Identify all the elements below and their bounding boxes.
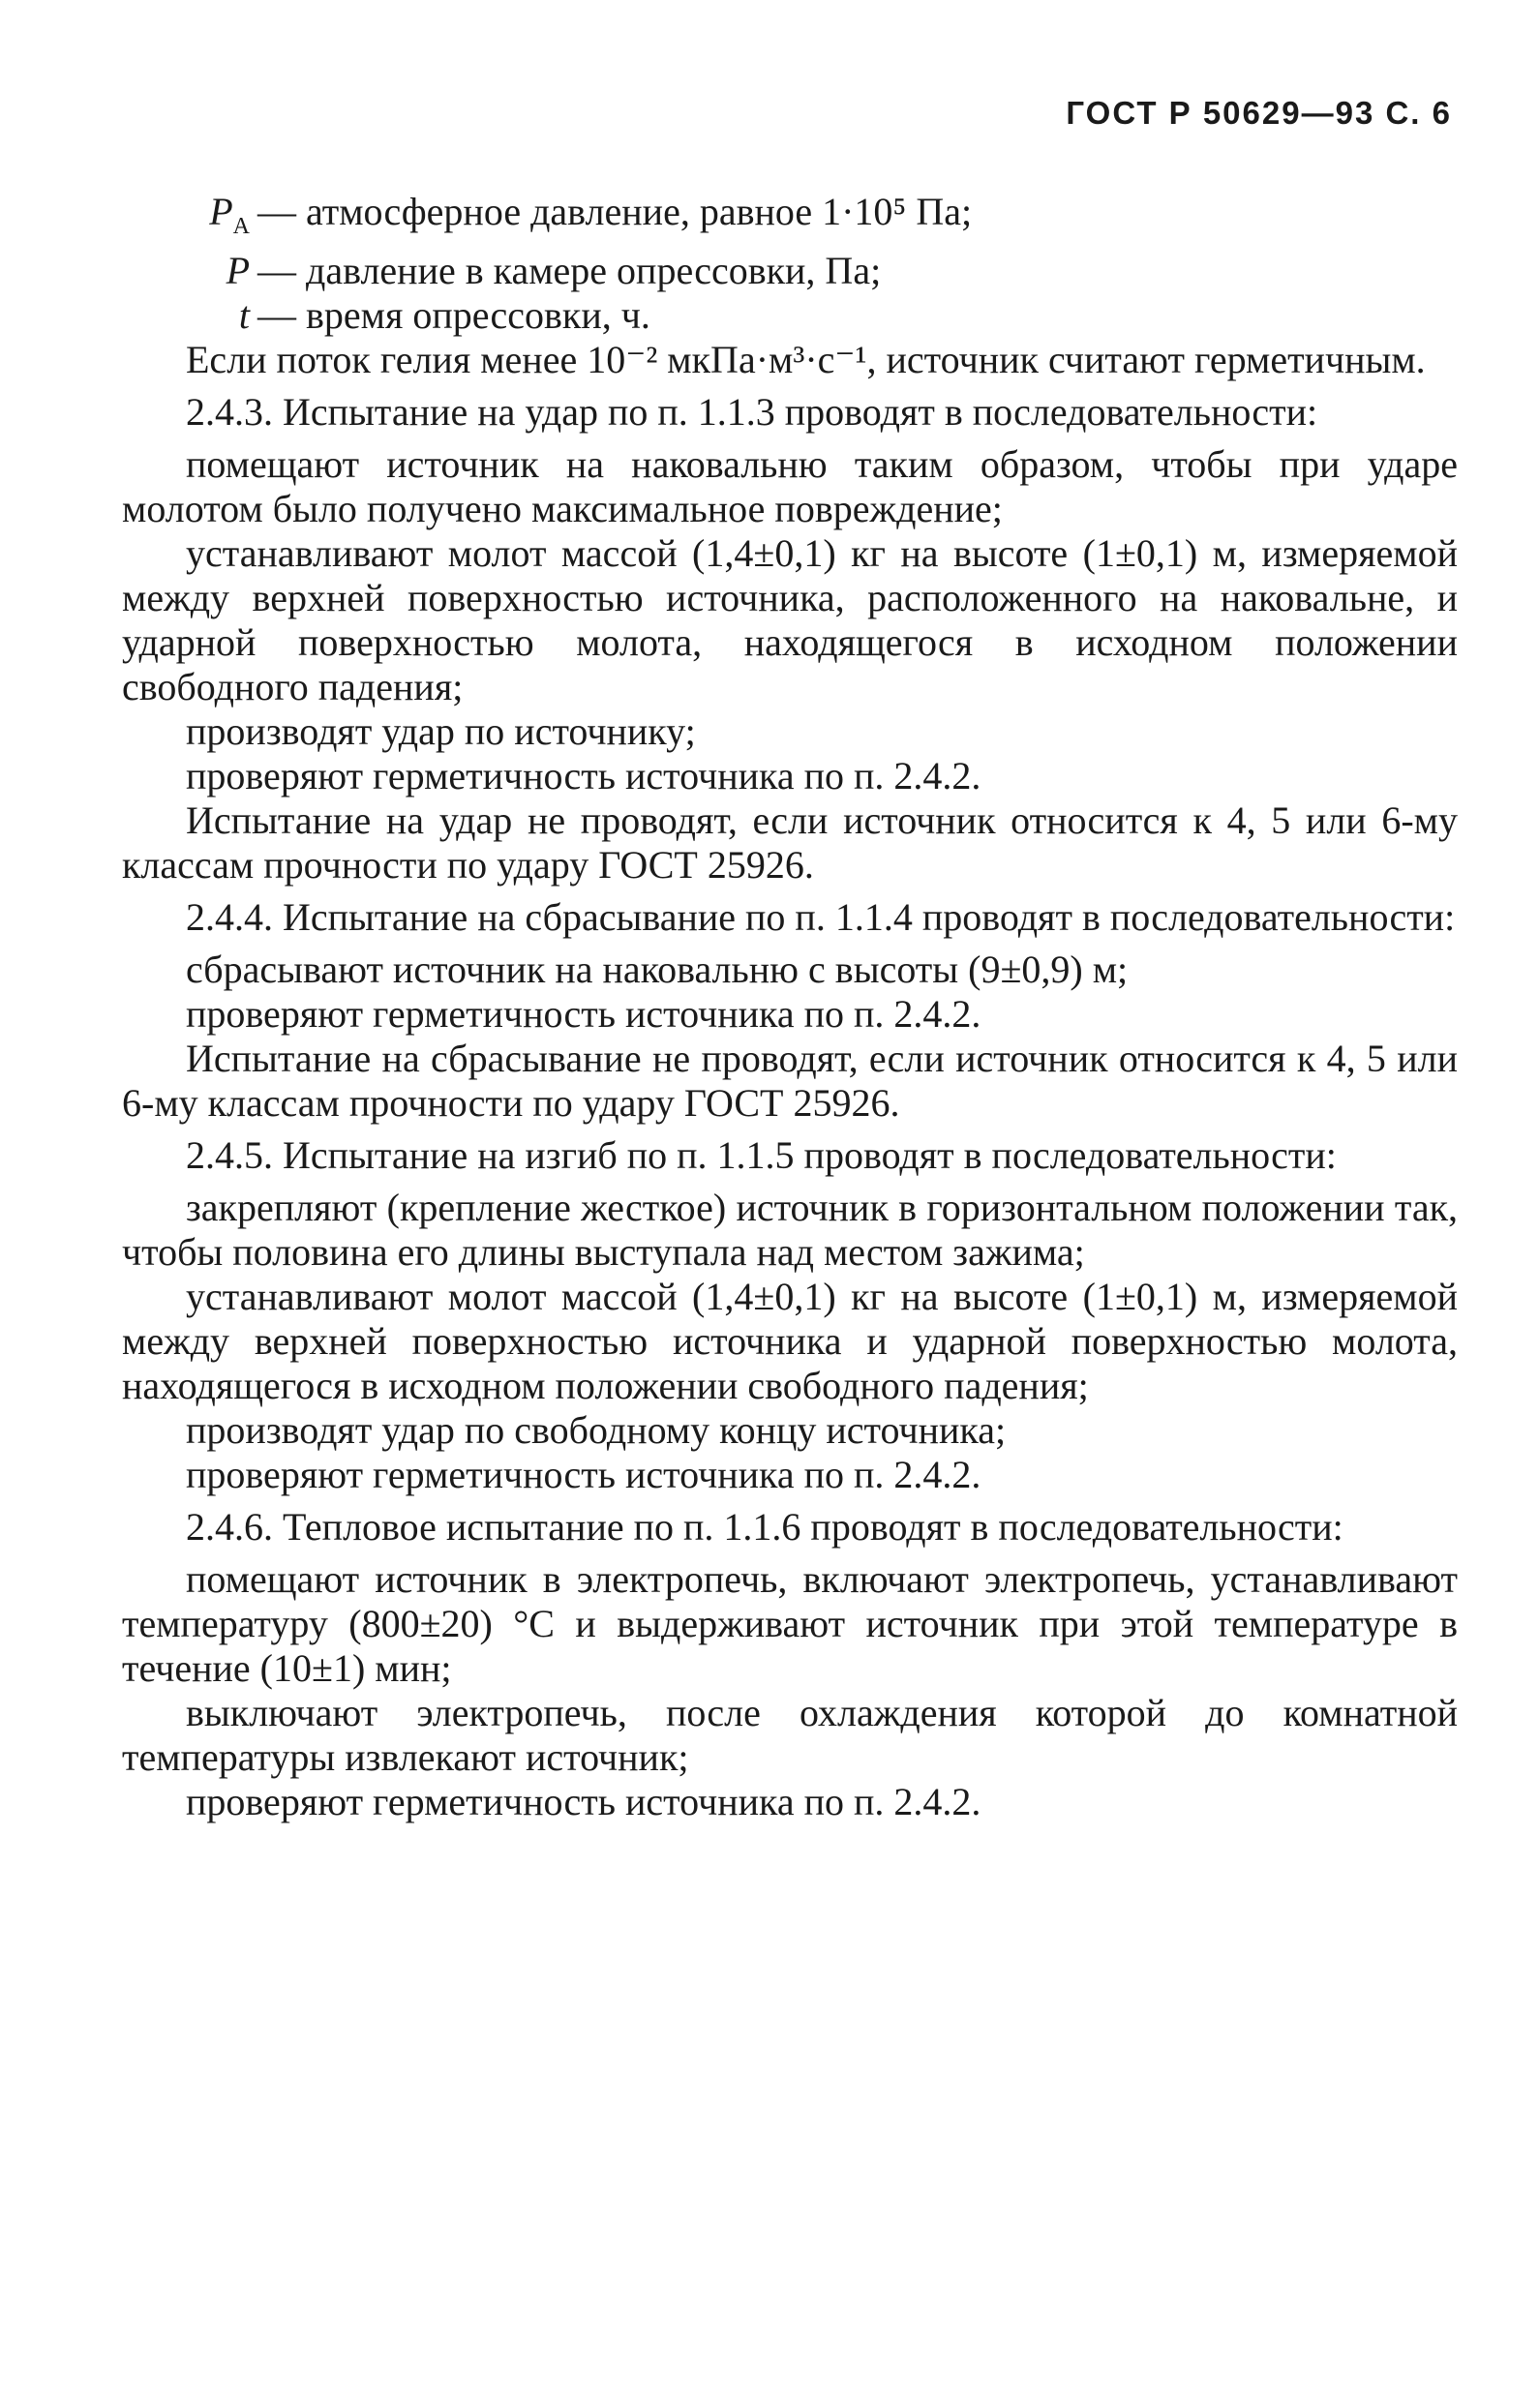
paragraph: проверяют герметичность источника по п. 2.4.2. [186,754,981,798]
page-header: ГОСТ Р 50629—93 С. 6 [1066,95,1452,131]
definition-t [122,293,1458,338]
paragraph: сбрасывают источник на наковальню с высоты (9±0,9) м; [186,948,1129,991]
paragraph: Испытание на удар не проводят, если источник относится к 4, 5 или 6-му классам прочности по удару ГОСТ 25926. [122,798,1458,887]
paragraph: устанавливают молот массой (1,4±0,1) кг на высоте (1±0,1) м, измеряемой между верхней поверхностью источника и ударной поверхностью молота, находящегося в исходном положении свободного падения; [122,1275,1458,1407]
definition-text: — давление в камере опрессовки, Па; [257,249,882,292]
paragraph: помещают источник на наковальню таким образом, чтобы при ударе молотом было получено максимальное повреждение; [122,442,1458,530]
definition-text: — время опрессовки, ч. [257,293,650,337]
definition-text: — атмосферное давление, равное 1·10⁵ Па; [257,190,973,233]
paragraph: проверяют герметичность источника по п. 2.4.2. [186,992,981,1036]
section-heading-2-4-6: 2.4.6. Тепловое испытание по п. 1.1.6 проводят в последовательности: [186,1505,1343,1549]
definition-p [122,249,1458,293]
paragraph: производят удар по свободному концу источника; [186,1408,1007,1452]
symbol: Р [209,190,233,233]
section-heading-2-4-4: 2.4.4. Испытание на сбрасывание по п. 1.1.4 проводят в последовательности: [186,895,1456,939]
definition-pa [122,190,1458,249]
paragraph: помещают источник в электропечь, включают электропечь, устанавливают температуру (800±20) °С и выдерживают источник при этой температуре в течение (10±1) мин; [122,1557,1458,1690]
paragraph: проверяют герметичность источника по п. 2.4.2. [186,1453,981,1496]
section-heading-2-4-3: 2.4.3. Испытание на удар по п. 1.1.3 проводят в последовательности: [186,390,1318,434]
document-body [122,190,1458,1824]
paragraph: производят удар по источнику; [186,709,696,753]
paragraph: закрепляют (крепление жесткое) источник в горизонтальном положении так, чтобы половина его длины выступала над местом зажима; [122,1186,1458,1274]
paragraph: проверяют герметичность источника по п. 2.4.2. [186,1780,981,1823]
paragraph: Если поток гелия менее 10⁻² мкПа·м³·с⁻¹, источник считают герметичным. [186,338,1426,381]
symbol: Р [226,249,250,292]
symbol: t [238,293,250,337]
section-heading-2-4-5: 2.4.5. Испытание на изгиб по п. 1.1.5 проводят в последовательности: [186,1133,1337,1177]
symbol-subscript: А [232,214,250,239]
paragraph: устанавливают молот массой (1,4±0,1) кг на высоте (1±0,1) м, измеряемой между верхней поверхностью источника, расположенного на наковальне, и ударной поверхностью молота, находящегося в исходном положении свободного падения; [122,531,1458,708]
paragraph: выключают электропечь, после охлаждения которой до комнатной температуры извлекают источник; [122,1691,1458,1779]
paragraph: Испытание на сбрасывание не проводят, если источник относится к 4, 5 или 6-му классам прочности по удару ГОСТ 25926. [122,1037,1458,1125]
